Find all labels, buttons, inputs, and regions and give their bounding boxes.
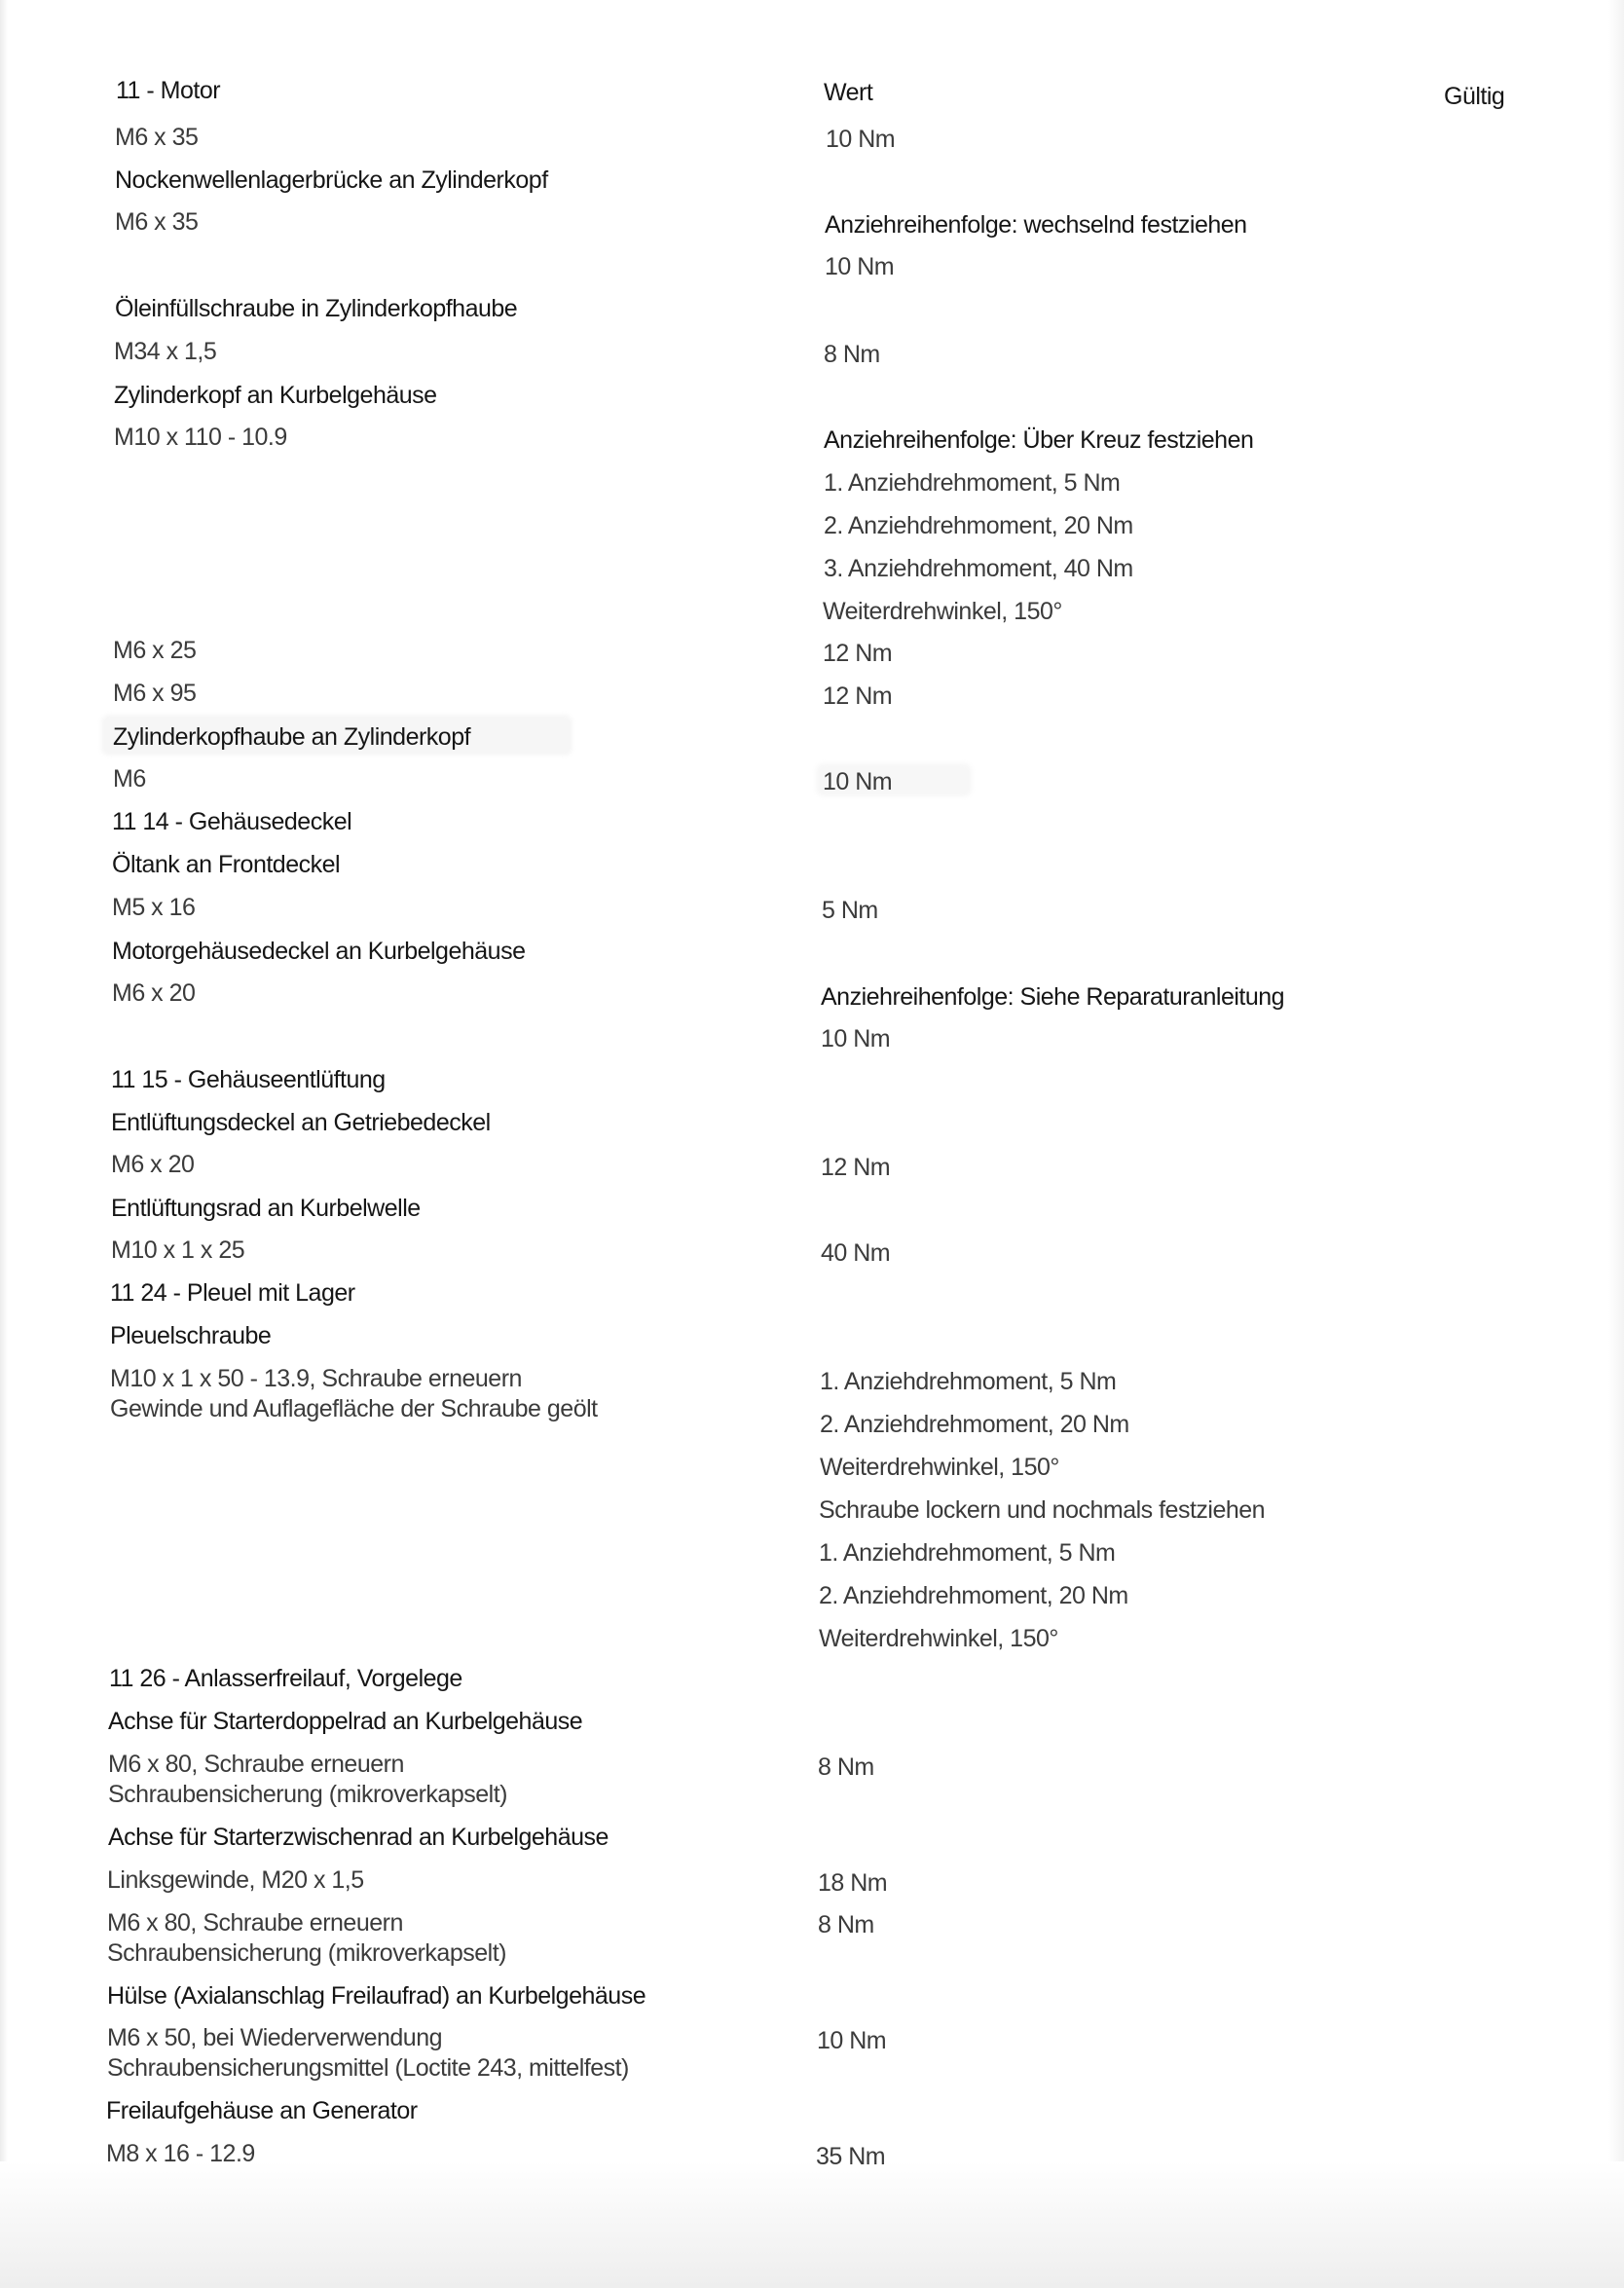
- component-label: Entlüftungsdeckel an Getriebedeckel: [111, 1109, 491, 1136]
- torque-value: 8 Nm: [818, 1911, 874, 1938]
- torque-value: 18 Nm: [818, 1869, 888, 1897]
- torque-value: 8 Nm: [824, 341, 880, 368]
- spec-thread: M6 x 35: [115, 208, 199, 236]
- tightening-sequence: Anziehreihenfolge: Über Kreuz festziehen: [824, 426, 1254, 454]
- column-header-valid: Gültig: [1444, 83, 1505, 110]
- spec-thread: M6 x 25: [113, 637, 197, 664]
- component-label: Achse für Starterzwischenrad an Kurbelgehäuse: [108, 1824, 609, 1851]
- torque-angle: Weiterdrehwinkel, 150°: [819, 1625, 1058, 1652]
- torque-value: 5 Nm: [822, 897, 878, 924]
- tightening-sequence: Anziehreihenfolge: Siehe Reparaturanleitung: [821, 983, 1285, 1011]
- spec-thread: M5 x 16: [112, 894, 196, 921]
- torque-value: 10 Nm: [821, 1025, 891, 1052]
- torque-step: 1. Anziehdrehmoment, 5 Nm: [820, 1368, 1117, 1395]
- torque-value: 40 Nm: [821, 1239, 891, 1267]
- spec-thread: M6 x 95: [113, 680, 197, 707]
- spec-note: Gewinde und Auflagefläche der Schraube geölt: [110, 1395, 598, 1422]
- spec-thread: M6 x 80, Schraube erneuern: [108, 1751, 404, 1778]
- component-label: Hülse (Axialanschlag Freilaufrad) an Kurbelgehäuse: [107, 1982, 646, 2010]
- spec-thread: M6: [113, 765, 146, 793]
- section-title: 11 15 - Gehäuseentlüftung: [111, 1066, 386, 1093]
- torque-value: 10 Nm: [826, 126, 896, 153]
- torque-step: 3. Anziehdrehmoment, 40 Nm: [824, 555, 1133, 582]
- spec-thread: Linksgewinde, M20 x 1,5: [107, 1866, 364, 1894]
- spec-note: Schraubensicherung (mikroverkapselt): [107, 1939, 506, 1967]
- section-title: 11 14 - Gehäusedeckel: [112, 808, 352, 835]
- torque-angle: Weiterdrehwinkel, 150°: [820, 1454, 1059, 1481]
- torque-value: 8 Nm: [818, 1753, 874, 1781]
- component-label: Pleuelschraube: [110, 1322, 272, 1349]
- spec-thread: M10 x 1 x 50 - 13.9, Schraube erneuern: [110, 1365, 522, 1392]
- spec-thread: M6 x 35: [115, 124, 199, 151]
- component-label: Entlüftungsrad an Kurbelwelle: [111, 1195, 421, 1222]
- torque-value: 12 Nm: [823, 640, 893, 667]
- torque-value: 10 Nm: [823, 768, 893, 795]
- torque-instruction: Schraube lockern und nochmals festziehen: [819, 1496, 1266, 1524]
- component-label: Nockenwellenlagerbrücke an Zylinderkopf: [115, 166, 548, 194]
- torque-value: 12 Nm: [823, 683, 893, 710]
- section-title-motor: 11 - Motor: [116, 77, 221, 104]
- torque-value: 12 Nm: [821, 1154, 891, 1181]
- torque-angle: Weiterdrehwinkel, 150°: [823, 598, 1062, 625]
- page-bottom-shade: [0, 2161, 1624, 2288]
- component-label: Öltank an Frontdeckel: [112, 851, 341, 878]
- spec-thread: M6 x 20: [112, 979, 196, 1007]
- spec-thread: M8 x 16 - 12.9: [106, 2140, 255, 2167]
- torque-value: 35 Nm: [816, 2143, 886, 2170]
- component-label: Zylinderkopfhaube an Zylinderkopf: [113, 723, 471, 751]
- component-label: Achse für Starterdoppelrad an Kurbelgehäuse: [108, 1708, 583, 1735]
- component-label: Freilaufgehäuse an Generator: [106, 2097, 418, 2124]
- torque-step: 1. Anziehdrehmoment, 5 Nm: [824, 469, 1121, 497]
- section-title: 11 26 - Anlasserfreilauf, Vorgelege: [109, 1665, 462, 1692]
- component-label: Motorgehäusedeckel an Kurbelgehäuse: [112, 938, 526, 965]
- component-label: Öleinfüllschraube in Zylinderkopfhaube: [115, 295, 518, 322]
- spec-thread: M6 x 80, Schraube erneuern: [107, 1909, 403, 1937]
- spec-note: Schraubensicherungsmittel (Loctite 243, mittelfest): [107, 2054, 629, 2082]
- spec-thread: M34 x 1,5: [114, 338, 217, 365]
- spec-thread: M10 x 1 x 25: [111, 1236, 245, 1264]
- spec-thread: M6 x 20: [111, 1151, 195, 1178]
- tightening-sequence: Anziehreihenfolge: wechselnd festziehen: [825, 211, 1247, 239]
- component-label: Zylinderkopf an Kurbelgehäuse: [114, 382, 437, 409]
- spec-thread: M10 x 110 - 10.9: [114, 424, 287, 451]
- torque-value: 10 Nm: [825, 253, 895, 280]
- column-header-value: Wert: [824, 79, 873, 106]
- spec-thread: M6 x 50, bei Wiederverwendung: [107, 2024, 443, 2051]
- spec-note: Schraubensicherung (mikroverkapselt): [108, 1781, 507, 1808]
- torque-value: 10 Nm: [817, 2027, 887, 2054]
- section-title: 11 24 - Pleuel mit Lager: [110, 1279, 355, 1307]
- torque-step: 1. Anziehdrehmoment, 5 Nm: [819, 1539, 1116, 1567]
- torque-step: 2. Anziehdrehmoment, 20 Nm: [819, 1582, 1128, 1609]
- torque-step: 2. Anziehdrehmoment, 20 Nm: [820, 1411, 1129, 1438]
- torque-step: 2. Anziehdrehmoment, 20 Nm: [824, 512, 1133, 539]
